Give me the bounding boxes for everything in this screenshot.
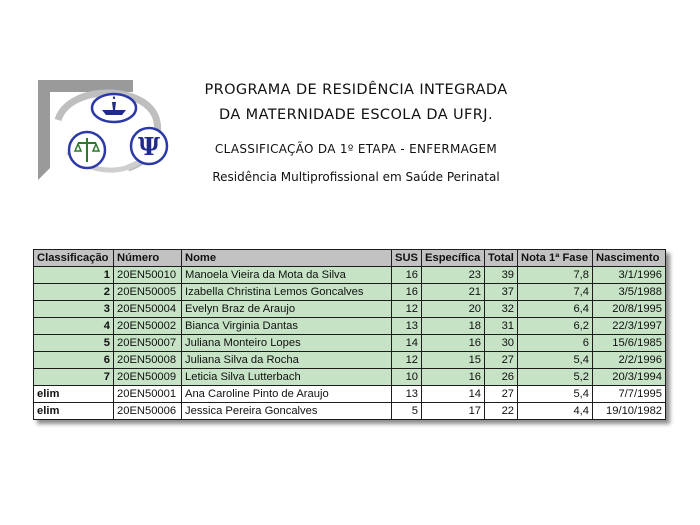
cell-especifica: 23	[422, 267, 485, 284]
cell-sus: 14	[392, 335, 422, 352]
cell-especifica: 14	[422, 386, 485, 403]
cell-classificacao: 6	[34, 352, 114, 369]
col-header-classificacao: Classificação	[34, 250, 114, 267]
cell-nascimento: 20/8/1995	[593, 301, 666, 318]
cell-numero: 20EN50002	[114, 318, 182, 335]
cell-total: 26	[485, 369, 518, 386]
cell-nascimento: 22/3/1997	[593, 318, 666, 335]
cell-especifica: 17	[422, 403, 485, 420]
cell-nome: Leticia Silva Lutterbach	[182, 369, 392, 386]
col-header-numero: Número	[114, 250, 182, 267]
cell-nota: 6,4	[518, 301, 593, 318]
cell-numero: 20EN50009	[114, 369, 182, 386]
table-row	[34, 369, 666, 386]
cell-classificacao: 4	[34, 318, 114, 335]
cell-especifica: 20	[422, 301, 485, 318]
cell-total: 22	[485, 403, 518, 420]
cell-nome: Manoela Vieira da Mota da Silva	[182, 267, 392, 284]
cell-nota: 5,2	[518, 369, 593, 386]
header-line-3: CLASSIFICAÇÃO DA 1º ETAPA - ENFERMAGEM	[214, 142, 498, 156]
psi-symbol: Ψ	[138, 132, 160, 161]
cell-especifica: 16	[422, 335, 485, 352]
cell-numero: 20EN50001	[114, 386, 182, 403]
cell-classificacao: elim	[34, 386, 114, 403]
cell-nome: Evelyn Braz de Araujo	[182, 301, 392, 318]
cell-numero: 20EN50006	[114, 403, 182, 420]
cell-classificacao: 1	[34, 267, 114, 284]
classification-table	[33, 249, 666, 420]
cell-classificacao: 5	[34, 335, 114, 352]
cell-nome: Juliana Silva da Rocha	[182, 352, 392, 369]
cell-nota: 7,4	[518, 284, 593, 301]
cell-sus: 12	[392, 301, 422, 318]
cell-sus: 13	[392, 386, 422, 403]
cell-numero: 20EN50010	[114, 267, 182, 284]
cell-numero: 20EN50008	[114, 352, 182, 369]
table-body	[34, 267, 666, 420]
cell-especifica: 21	[422, 284, 485, 301]
cell-classificacao: 3	[34, 301, 114, 318]
cell-nota: 5,4	[518, 352, 593, 369]
cell-sus: 13	[392, 318, 422, 335]
cell-numero: 20EN50004	[114, 301, 182, 318]
cell-nascimento: 19/10/1982	[593, 403, 666, 420]
cell-nascimento: 15/6/1985	[593, 335, 666, 352]
cell-nascimento: 3/5/1988	[593, 284, 666, 301]
col-header-nascimento: Nascimento	[593, 250, 666, 267]
col-header-sus: SUS	[392, 250, 422, 267]
cell-sus: 5	[392, 403, 422, 420]
table-row	[34, 352, 666, 369]
col-header-nota: Nota 1ª Fase	[518, 250, 593, 267]
header-line-4: Residência Multiprofissional em Saúde Perinatal	[212, 170, 500, 184]
cell-nota: 6	[518, 335, 593, 352]
cell-classificacao: elim	[34, 403, 114, 420]
cell-nome: Ana Caroline Pinto de Araujo	[182, 386, 392, 403]
cell-sus: 10	[392, 369, 422, 386]
cell-sus: 12	[392, 352, 422, 369]
cell-sus: 16	[392, 284, 422, 301]
cell-nascimento: 7/7/1995	[593, 386, 666, 403]
cell-classificacao: 2	[34, 284, 114, 301]
program-logo-icon	[38, 80, 173, 180]
cell-nota: 7,8	[518, 267, 593, 284]
cell-especifica: 15	[422, 352, 485, 369]
cell-nome: Izabella Christina Lemos Goncalves	[182, 284, 392, 301]
cell-total: 31	[485, 318, 518, 335]
cell-especifica: 16	[422, 369, 485, 386]
cell-total: 32	[485, 301, 518, 318]
table-row	[34, 386, 666, 403]
cell-nascimento: 20/3/1994	[593, 369, 666, 386]
cell-especifica: 18	[422, 318, 485, 335]
cell-numero: 20EN50007	[114, 335, 182, 352]
table-row	[34, 335, 666, 352]
cell-nome: Bianca Virginia Dantas	[182, 318, 392, 335]
table-row	[34, 284, 666, 301]
cell-nome: Juliana Monteiro Lopes	[182, 335, 392, 352]
cell-nascimento: 3/1/1996	[593, 267, 666, 284]
cell-nota: 4,4	[518, 403, 593, 420]
cell-total: 27	[485, 386, 518, 403]
cell-classificacao: 7	[34, 369, 114, 386]
cell-nascimento: 2/2/1996	[593, 352, 666, 369]
cell-total: 37	[485, 284, 518, 301]
cell-total: 39	[485, 267, 518, 284]
col-header-especifica: Específica	[422, 250, 485, 267]
table-header-row	[34, 250, 666, 267]
cell-nota: 6,2	[518, 318, 593, 335]
col-header-total: Total	[485, 250, 518, 267]
document-header	[176, 78, 536, 187]
header-line-2: DA MATERNIDADE ESCOLA DA UFRJ.	[219, 107, 493, 123]
cell-numero: 20EN50005	[114, 284, 182, 301]
cell-nota: 5,4	[518, 386, 593, 403]
table-row	[34, 301, 666, 318]
cell-sus: 16	[392, 267, 422, 284]
header-line-1: PROGRAMA DE RESIDÊNCIA INTEGRADA	[204, 82, 508, 98]
cell-total: 30	[485, 335, 518, 352]
col-header-nome: Nome	[182, 250, 392, 267]
cell-total: 27	[485, 352, 518, 369]
cell-nome: Jessica Pereira Goncalves	[182, 403, 392, 420]
table-row	[34, 267, 666, 284]
table-row	[34, 403, 666, 420]
table-row	[34, 318, 666, 335]
